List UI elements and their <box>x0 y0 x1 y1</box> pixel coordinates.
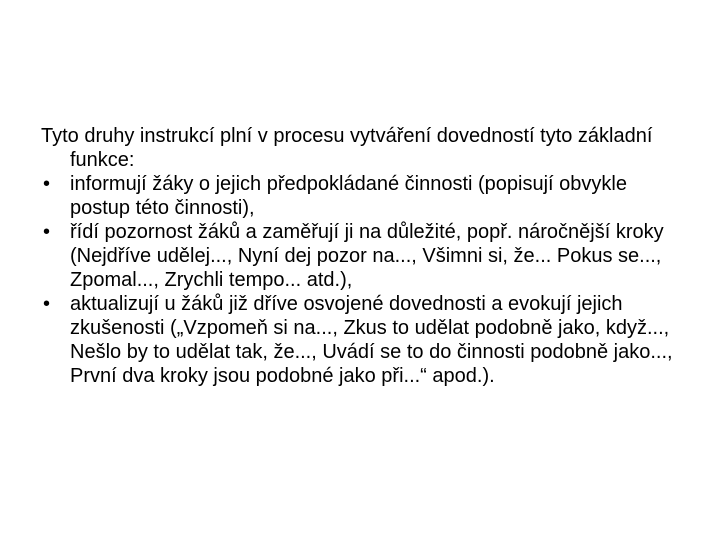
body-text <box>41 124 691 388</box>
bullet-text: řídí pozornost žáků a zaměřují ji na důležité, popř. náročnější kroky (Nejdříve udělej..., Nyní dej pozor na..., Všimni si, že... Pokus se..., Zpomal..., Zrychli tempo... atd.), <box>70 221 664 291</box>
bullet-icon: • <box>43 293 51 315</box>
bullet-icon: • <box>43 173 51 195</box>
list-item <box>41 220 691 292</box>
bullet-text: aktualizují u žáků již dříve osvojené dovednosti a evokují jejich zkušenosti („Vzpomeň si na..., Zkus to udělat podobně jako, když..., Nešlo by to udělat tak, že..., Uvádí se to do činnosti podobně jako..., První dva kroky jsou podobné jako při...“ apod.). <box>70 293 673 387</box>
bullet-text: informují žáky o jejich předpokládané činnosti (popisují obvykle postup této činnosti), <box>70 173 627 219</box>
list-item <box>41 292 691 388</box>
list-item <box>41 172 691 220</box>
bullet-list <box>41 172 691 388</box>
bullet-icon: • <box>43 221 51 243</box>
intro-paragraph: Tyto druhy instrukcí plní v procesu vytváření dovedností tyto základní funkce: <box>41 125 653 171</box>
